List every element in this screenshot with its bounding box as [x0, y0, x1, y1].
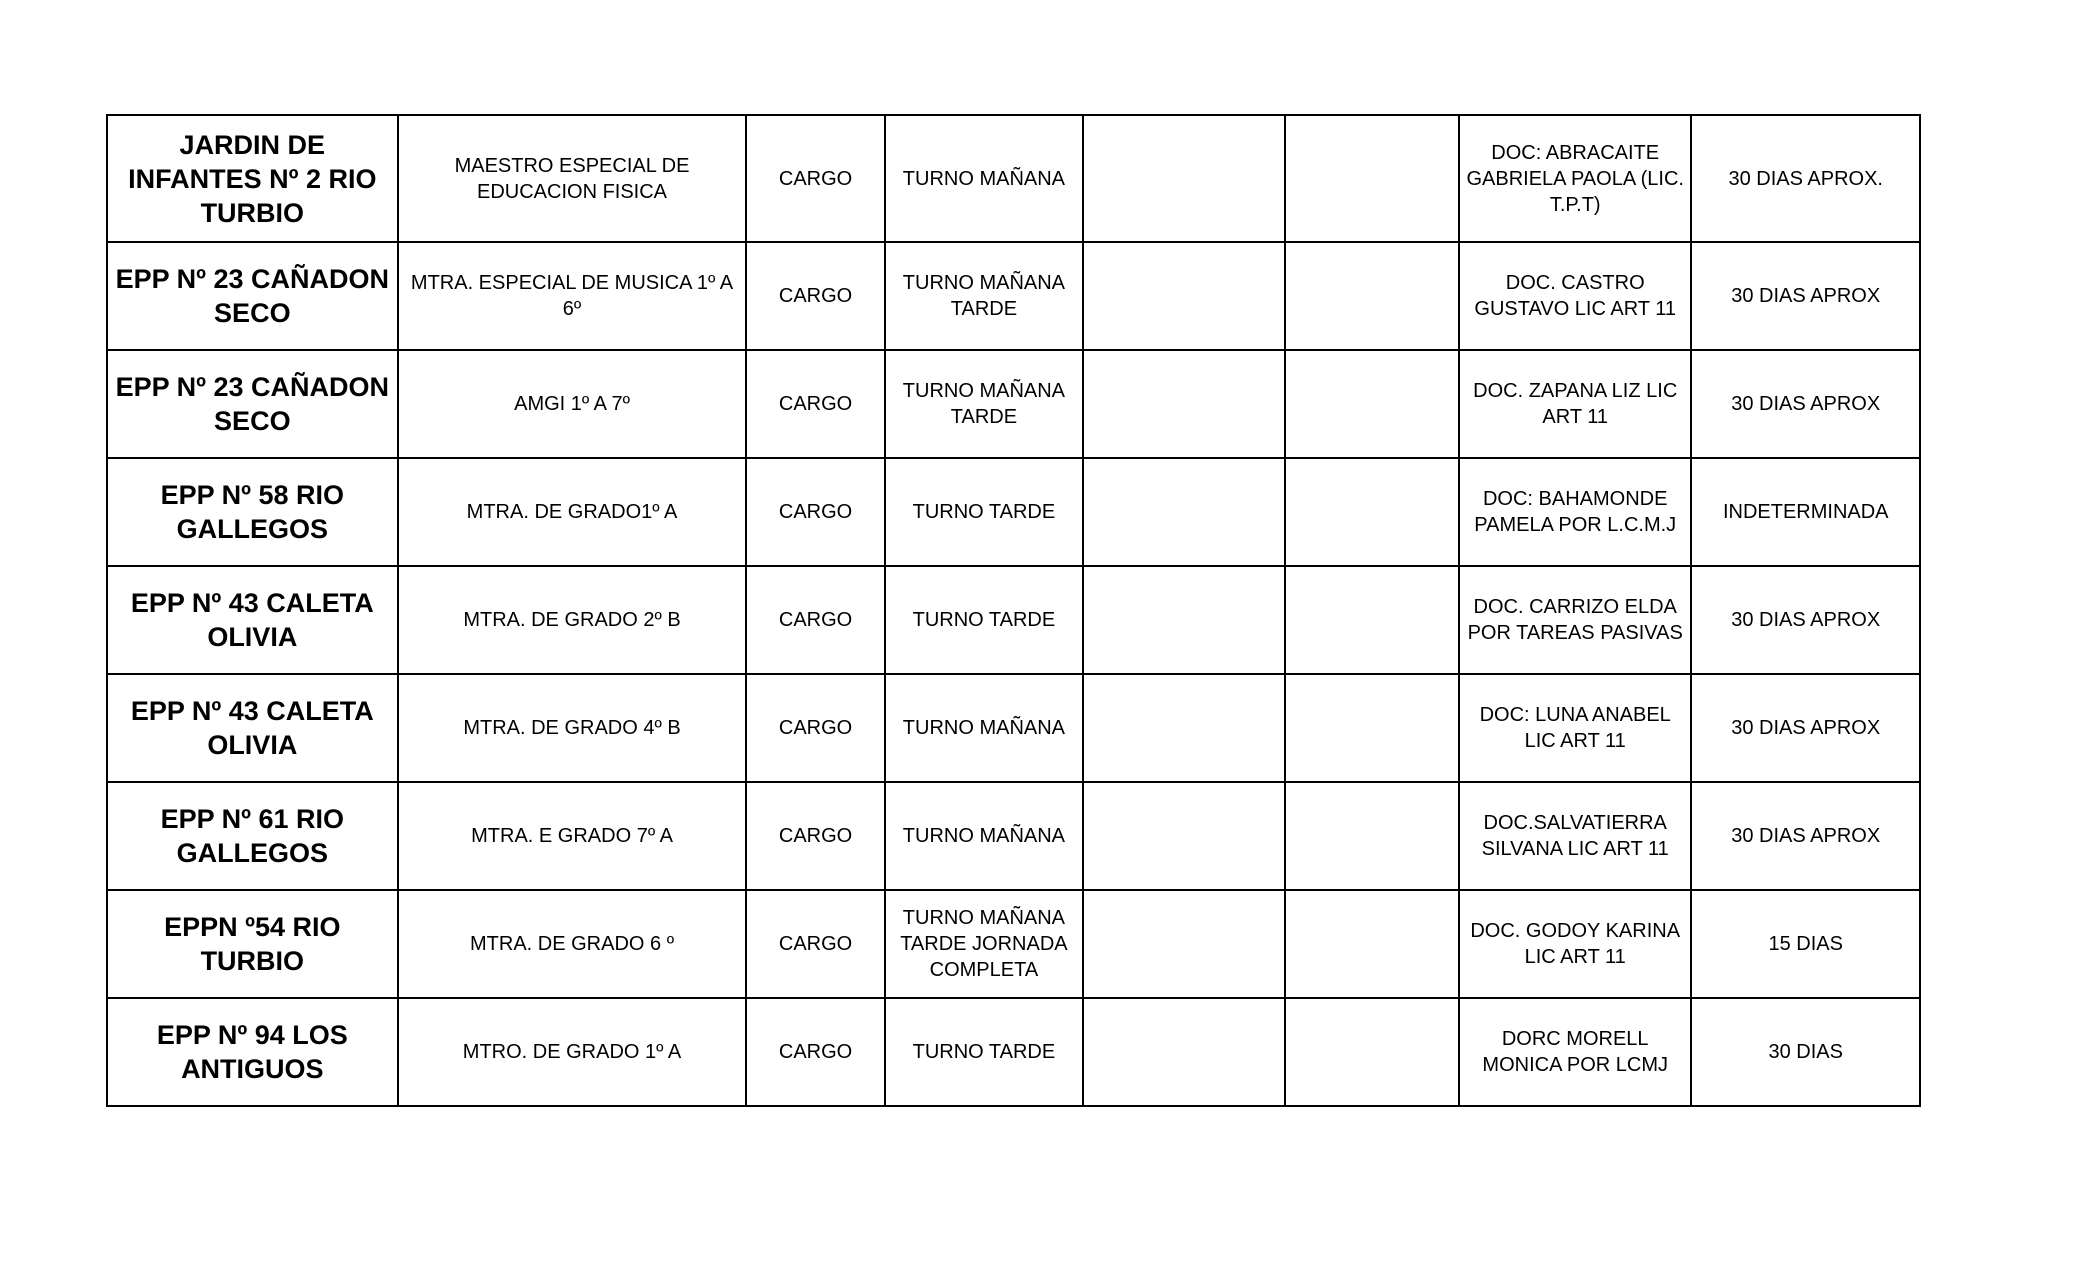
duration-cell: 30 DIAS APROX: [1691, 674, 1920, 782]
type-cell: CARGO: [746, 782, 884, 890]
shift-cell: TURNO MAÑANA TARDE: [885, 350, 1083, 458]
table-row: [107, 350, 1920, 458]
shift-cell: TURNO TARDE: [885, 458, 1083, 566]
duration-cell: 30 DIAS APROX: [1691, 566, 1920, 674]
teacher-cell: DOC. ZAPANA LIZ LIC ART 11: [1459, 350, 1692, 458]
shift-cell: TURNO MAÑANA TARDE JORNADA COMPLETA: [885, 890, 1083, 998]
teacher-cell: DOC.SALVATIERRA SILVANA LIC ART 11: [1459, 782, 1692, 890]
school-cell: EPP Nº 94 LOS ANTIGUOS: [107, 998, 398, 1106]
table-body: [107, 115, 1920, 1106]
table-row: [107, 782, 1920, 890]
vacancy-table: [106, 114, 1921, 1107]
school-cell: EPP Nº 23 CAÑADON SECO: [107, 242, 398, 350]
type-cell: CARGO: [746, 115, 884, 242]
table-row: [107, 890, 1920, 998]
school-cell: EPP Nº 43 CALETA OLIVIA: [107, 566, 398, 674]
duration-cell: 30 DIAS: [1691, 998, 1920, 1106]
position-cell: AMGI 1º A 7º: [398, 350, 747, 458]
school-cell: EPP Nº 58 RIO GALLEGOS: [107, 458, 398, 566]
type-cell: CARGO: [746, 674, 884, 782]
type-cell: CARGO: [746, 242, 884, 350]
duration-cell: 30 DIAS APROX.: [1691, 115, 1920, 242]
empty-cell: [1083, 458, 1284, 566]
shift-cell: TURNO TARDE: [885, 566, 1083, 674]
empty-cell: [1285, 998, 1459, 1106]
position-cell: MTRA. ESPECIAL DE MUSICA 1º A 6º: [398, 242, 747, 350]
duration-cell: 30 DIAS APROX: [1691, 242, 1920, 350]
empty-cell: [1083, 242, 1284, 350]
empty-cell: [1285, 674, 1459, 782]
teacher-cell: DOC: LUNA ANABEL LIC ART 11: [1459, 674, 1692, 782]
type-cell: CARGO: [746, 890, 884, 998]
empty-cell: [1083, 674, 1284, 782]
school-cell: EPP Nº 61 RIO GALLEGOS: [107, 782, 398, 890]
table-row: [107, 998, 1920, 1106]
shift-cell: TURNO MAÑANA: [885, 782, 1083, 890]
teacher-cell: DOC. CARRIZO ELDA POR TAREAS PASIVAS: [1459, 566, 1692, 674]
school-cell: EPP Nº 23 CAÑADON SECO: [107, 350, 398, 458]
empty-cell: [1285, 115, 1459, 242]
empty-cell: [1083, 115, 1284, 242]
type-cell: CARGO: [746, 458, 884, 566]
position-cell: MTRA. E GRADO 7º A: [398, 782, 747, 890]
type-cell: CARGO: [746, 350, 884, 458]
teacher-cell: DOC: BAHAMONDE PAMELA POR L.C.M.J: [1459, 458, 1692, 566]
empty-cell: [1083, 998, 1284, 1106]
position-cell: MTRA. DE GRADO 4º B: [398, 674, 747, 782]
position-cell: MAESTRO ESPECIAL DE EDUCACION FISICA: [398, 115, 747, 242]
shift-cell: TURNO TARDE: [885, 998, 1083, 1106]
position-cell: MTRO. DE GRADO 1º A: [398, 998, 747, 1106]
teacher-cell: DOC. GODOY KARINA LIC ART 11: [1459, 890, 1692, 998]
position-cell: MTRA. DE GRADO 2º B: [398, 566, 747, 674]
empty-cell: [1083, 566, 1284, 674]
empty-cell: [1285, 890, 1459, 998]
table-row: [107, 674, 1920, 782]
empty-cell: [1285, 782, 1459, 890]
position-cell: MTRA. DE GRADO 6 º: [398, 890, 747, 998]
duration-cell: 15 DIAS: [1691, 890, 1920, 998]
teacher-cell: DOC: ABRACAITE GABRIELA PAOLA (LIC. T.P.T): [1459, 115, 1692, 242]
type-cell: CARGO: [746, 998, 884, 1106]
shift-cell: TURNO MAÑANA: [885, 674, 1083, 782]
teacher-cell: DOC. CASTRO GUSTAVO LIC ART 11: [1459, 242, 1692, 350]
duration-cell: INDETERMINADA: [1691, 458, 1920, 566]
empty-cell: [1083, 782, 1284, 890]
shift-cell: TURNO MAÑANA: [885, 115, 1083, 242]
school-cell: EPPN º54 RIO TURBIO: [107, 890, 398, 998]
empty-cell: [1083, 890, 1284, 998]
position-cell: MTRA. DE GRADO1º A: [398, 458, 747, 566]
empty-cell: [1285, 350, 1459, 458]
table-row: [107, 566, 1920, 674]
empty-cell: [1083, 350, 1284, 458]
school-cell: EPP Nº 43 CALETA OLIVIA: [107, 674, 398, 782]
duration-cell: 30 DIAS APROX: [1691, 350, 1920, 458]
table-row: [107, 458, 1920, 566]
duration-cell: 30 DIAS APROX: [1691, 782, 1920, 890]
teacher-cell: DORC MORELL MONICA POR LCMJ: [1459, 998, 1692, 1106]
empty-cell: [1285, 242, 1459, 350]
school-cell: JARDIN DE INFANTES Nº 2 RIO TURBIO: [107, 115, 398, 242]
empty-cell: [1285, 458, 1459, 566]
shift-cell: TURNO MAÑANA TARDE: [885, 242, 1083, 350]
type-cell: CARGO: [746, 566, 884, 674]
empty-cell: [1285, 566, 1459, 674]
table-row: [107, 115, 1920, 242]
table-row: [107, 242, 1920, 350]
